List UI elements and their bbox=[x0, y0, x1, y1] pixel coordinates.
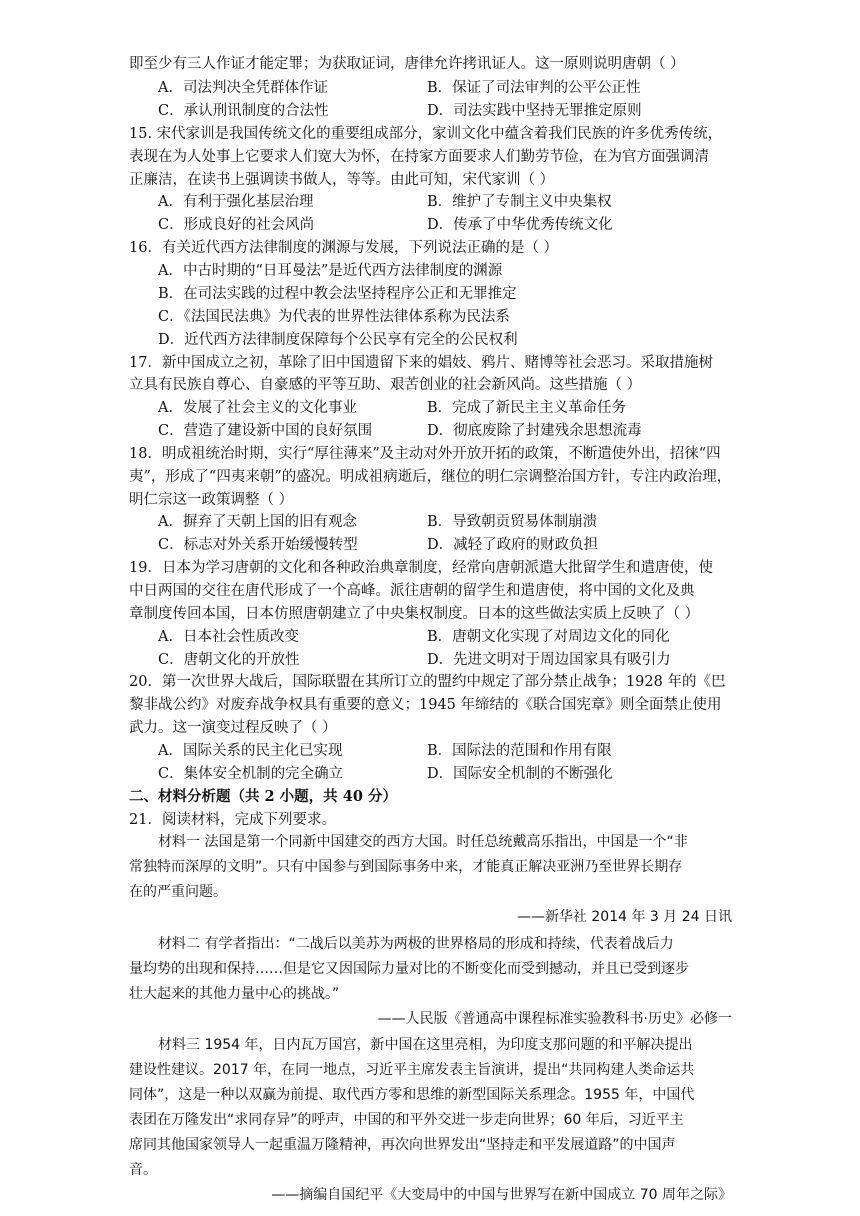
q15-stem-line-1: 15. 宋代家训是我国传统文化的重要组成部分，家训文化中蕴含着我们民族的许多优秀传统， bbox=[129, 126, 723, 142]
q20-option-a: A．国际关系的民主化已实现 bbox=[158, 743, 343, 759]
q20-option-d: D．国际安全机制的不断强化 bbox=[427, 766, 613, 782]
q21-material-3-line-1: 材料三 1954 年，日内瓦万国宫，新中国在这里亮相，为印度支那问题的和平解决提出 bbox=[158, 1037, 693, 1053]
q14-stem-tail: 即至少有三人作证才能定罪；为获取证词，唐律允许拷讯证人。这一原则说明唐朝（ ） bbox=[129, 56, 685, 72]
q14-option-c: C．承认刑讯制度的合法性 bbox=[158, 103, 329, 119]
q21-material-3-line-5: 席同其他国家领导人一起重温万隆精神，再次向世界发出“坚持走和平发展道路”的中国声 bbox=[129, 1137, 676, 1153]
q20-stem-line-1: 20．第一次世界大战后，国际联盟在其所订立的盟约中规定了部分禁止战争；1928 年的《巴 bbox=[129, 674, 726, 690]
q21-material-3-line-6: 音。 bbox=[129, 1162, 157, 1178]
q14-option-d: D．司法实践中坚持无罪推定原则 bbox=[427, 103, 642, 119]
q15-option-b: B．维护了专制主义中央集权 bbox=[427, 194, 612, 210]
q15-option-d: D．传承了中华优秀传统文化 bbox=[427, 217, 613, 233]
q20-option-c: C．集体安全机制的完全确立 bbox=[158, 766, 344, 782]
q15-option-a: A．有利于强化基层治理 bbox=[158, 194, 314, 210]
q19-option-c: C．唐朝文化的开放性 bbox=[158, 652, 300, 668]
q14-option-a: A．司法判决全凭群体作证 bbox=[158, 80, 328, 96]
q21-stem: 21．阅读材料，完成下列要求。 bbox=[129, 812, 336, 828]
q19-stem-line-1: 19．日本为学习唐朝的文化和各种政治典章制度，经常向唐朝派遣大批留学生和遣唐使，使 bbox=[129, 560, 713, 576]
q21-material-1-line-1: 材料一 法国是第一个同新中国建交的西方大国。时任总统戴高乐指出，中国是一个“非 bbox=[158, 834, 688, 850]
q17-option-c: C．营造了建设新中国的良好氛围 bbox=[158, 423, 373, 439]
q16-option-b: B．在司法实践的过程中教会法坚持程序公正和无罪推定 bbox=[158, 286, 517, 302]
q15-stem-line-3: 正廉洁，在读书上强调读书做人，等等。由此可知，宋代家训（ ） bbox=[129, 172, 555, 188]
q16-option-a: A．中古时期的“日耳曼法”是近代西方法律制度的渊源 bbox=[158, 263, 503, 279]
q14-option-b: B．保证了司法审判的公平公正性 bbox=[427, 80, 641, 96]
q16-option-d: D．近代西方法律制度保障每个公民享有完全的公民权利 bbox=[158, 332, 518, 348]
q18-option-a: A．摒弃了天朝上国的旧有观念 bbox=[158, 514, 357, 530]
q21-material-3-line-4: 表团在万隆发出“求同存异”的呼声，中国的和平外交进一步走向世界；60 年后，习近平主 bbox=[129, 1112, 684, 1128]
q19-option-a: A．日本社会性质改变 bbox=[158, 629, 299, 645]
q19-stem-line-3: 章制度传回本国，日本仿照唐朝建立了中央集权制度。日本的这些做法实质上反映了（ ） bbox=[129, 606, 700, 622]
q21-material-1-source: ——新华社 2014 年 3 月 24 日讯 bbox=[516, 909, 732, 925]
q19-option-d: D．先进文明对于周边国家具有吸引力 bbox=[427, 652, 671, 668]
q20-stem-line-2: 黎非战公约》对废弃战争权具有重要的意义；1945 年缔结的《联合国宪章》则全面禁止使用 bbox=[129, 697, 722, 713]
q17-stem-line-2: 立具有民族自尊心、自豪感的平等互助、艰苦创业的社会新风尚。这些措施（ ） bbox=[129, 377, 642, 393]
q18-stem-line-3: 明仁宗这一政策调整（ ） bbox=[129, 492, 294, 508]
q18-option-b: B．导致朝贡贸易体制崩溃 bbox=[427, 514, 598, 530]
q21-material-2-source: ——人民版《普通高中课程标准实验教科书·历史》必修一 bbox=[377, 1011, 732, 1027]
q21-material-2-line-1: 材料二 有学者指出：“二战后以美苏为两极的世界格局的形成和持续，代表着战后力 bbox=[158, 936, 674, 952]
q18-stem-line-1: 18．明成祖统治时期，实行“厚往薄来”及主动对外开放开拓的政策，不断遣使外出，招徕“四 bbox=[129, 446, 721, 462]
q21-material-2-line-3: 壮大起来的其他力量中心的挑战。” bbox=[129, 986, 340, 1002]
q15-option-c: C．形成良好的社会风尚 bbox=[158, 217, 315, 233]
q21-material-3-line-2: 建设性建议。2017 年，在同一地点，习近平主席发表主旨演讲，提出“共同构建人类命运共 bbox=[129, 1062, 695, 1078]
q20-option-b: B．国际法的范围和作用有限 bbox=[427, 743, 612, 759]
q21-material-3-source: ——摘编自国纪平《大变局中的中国与世界写在新中国成立 70 周年之际》 bbox=[271, 1187, 732, 1203]
q21-material-2-line-2: 量均势的出现和保持……但是它又因国际力量对比的不断变化而受到撼动，并且已受到逐步 bbox=[129, 961, 689, 977]
q19-option-b: B．唐朝文化实现了对周边文化的同化 bbox=[427, 629, 670, 645]
q21-material-1-line-3: 在的严重问题。 bbox=[129, 884, 227, 900]
q15-stem-line-2: 表现在为人处事上它要求人们宽大为怀，在持家方面要求人们勤劳节俭，在为官方面强调清 bbox=[129, 149, 709, 165]
q17-option-a: A．发展了社会主义的文化事业 bbox=[158, 400, 357, 416]
q17-option-d: D．彻底废除了封建残余思想流毒 bbox=[427, 423, 642, 439]
q21-material-1-line-2: 常独特而深厚的文明”。只有中国参与到国际事务中来，才能真正解决亚洲乃至世界长期存 bbox=[129, 859, 683, 875]
q18-option-c: C．标志对外关系开始缓慢转型 bbox=[158, 537, 358, 553]
q18-option-d: D．减轻了政府的财政负担 bbox=[427, 537, 599, 553]
q20-stem-line-3: 武力。这一演变过程反映了（ ） bbox=[129, 720, 337, 736]
q16-stem: 16．有关近代西方法律制度的渊源与发展，下列说法正确的是（ ） bbox=[129, 240, 559, 256]
q16-option-c: C．《法国民法典》为代表的世界性法律体系称为民法系 bbox=[158, 309, 510, 325]
q17-stem-line-1: 17．新中国成立之初，革除了旧中国遗留下来的娼妓、鸦片、赌博等社会恶习。采取措施树 bbox=[129, 355, 713, 371]
q21-material-3-line-3: 同体”，这是一种以双赢为前提、取代西方零和思维的新型国际关系理念。1955 年，中国代 bbox=[129, 1087, 695, 1103]
q17-option-b: B．完成了新民主主义革命任务 bbox=[427, 400, 627, 416]
q18-stem-line-2: 夷”，形成了“四夷来朝”的盛况。明成祖病逝后，继位的明仁宗调整治国方针，专注内政治理， bbox=[129, 469, 732, 485]
section-heading: 二、材料分析题（共 2 小题，共 40 分） bbox=[129, 788, 397, 805]
q19-stem-line-2: 中日两国的交往在唐代形成了一个高峰。派往唐朝的留学生和遣唐使，将中国的文化及典 bbox=[129, 583, 695, 599]
